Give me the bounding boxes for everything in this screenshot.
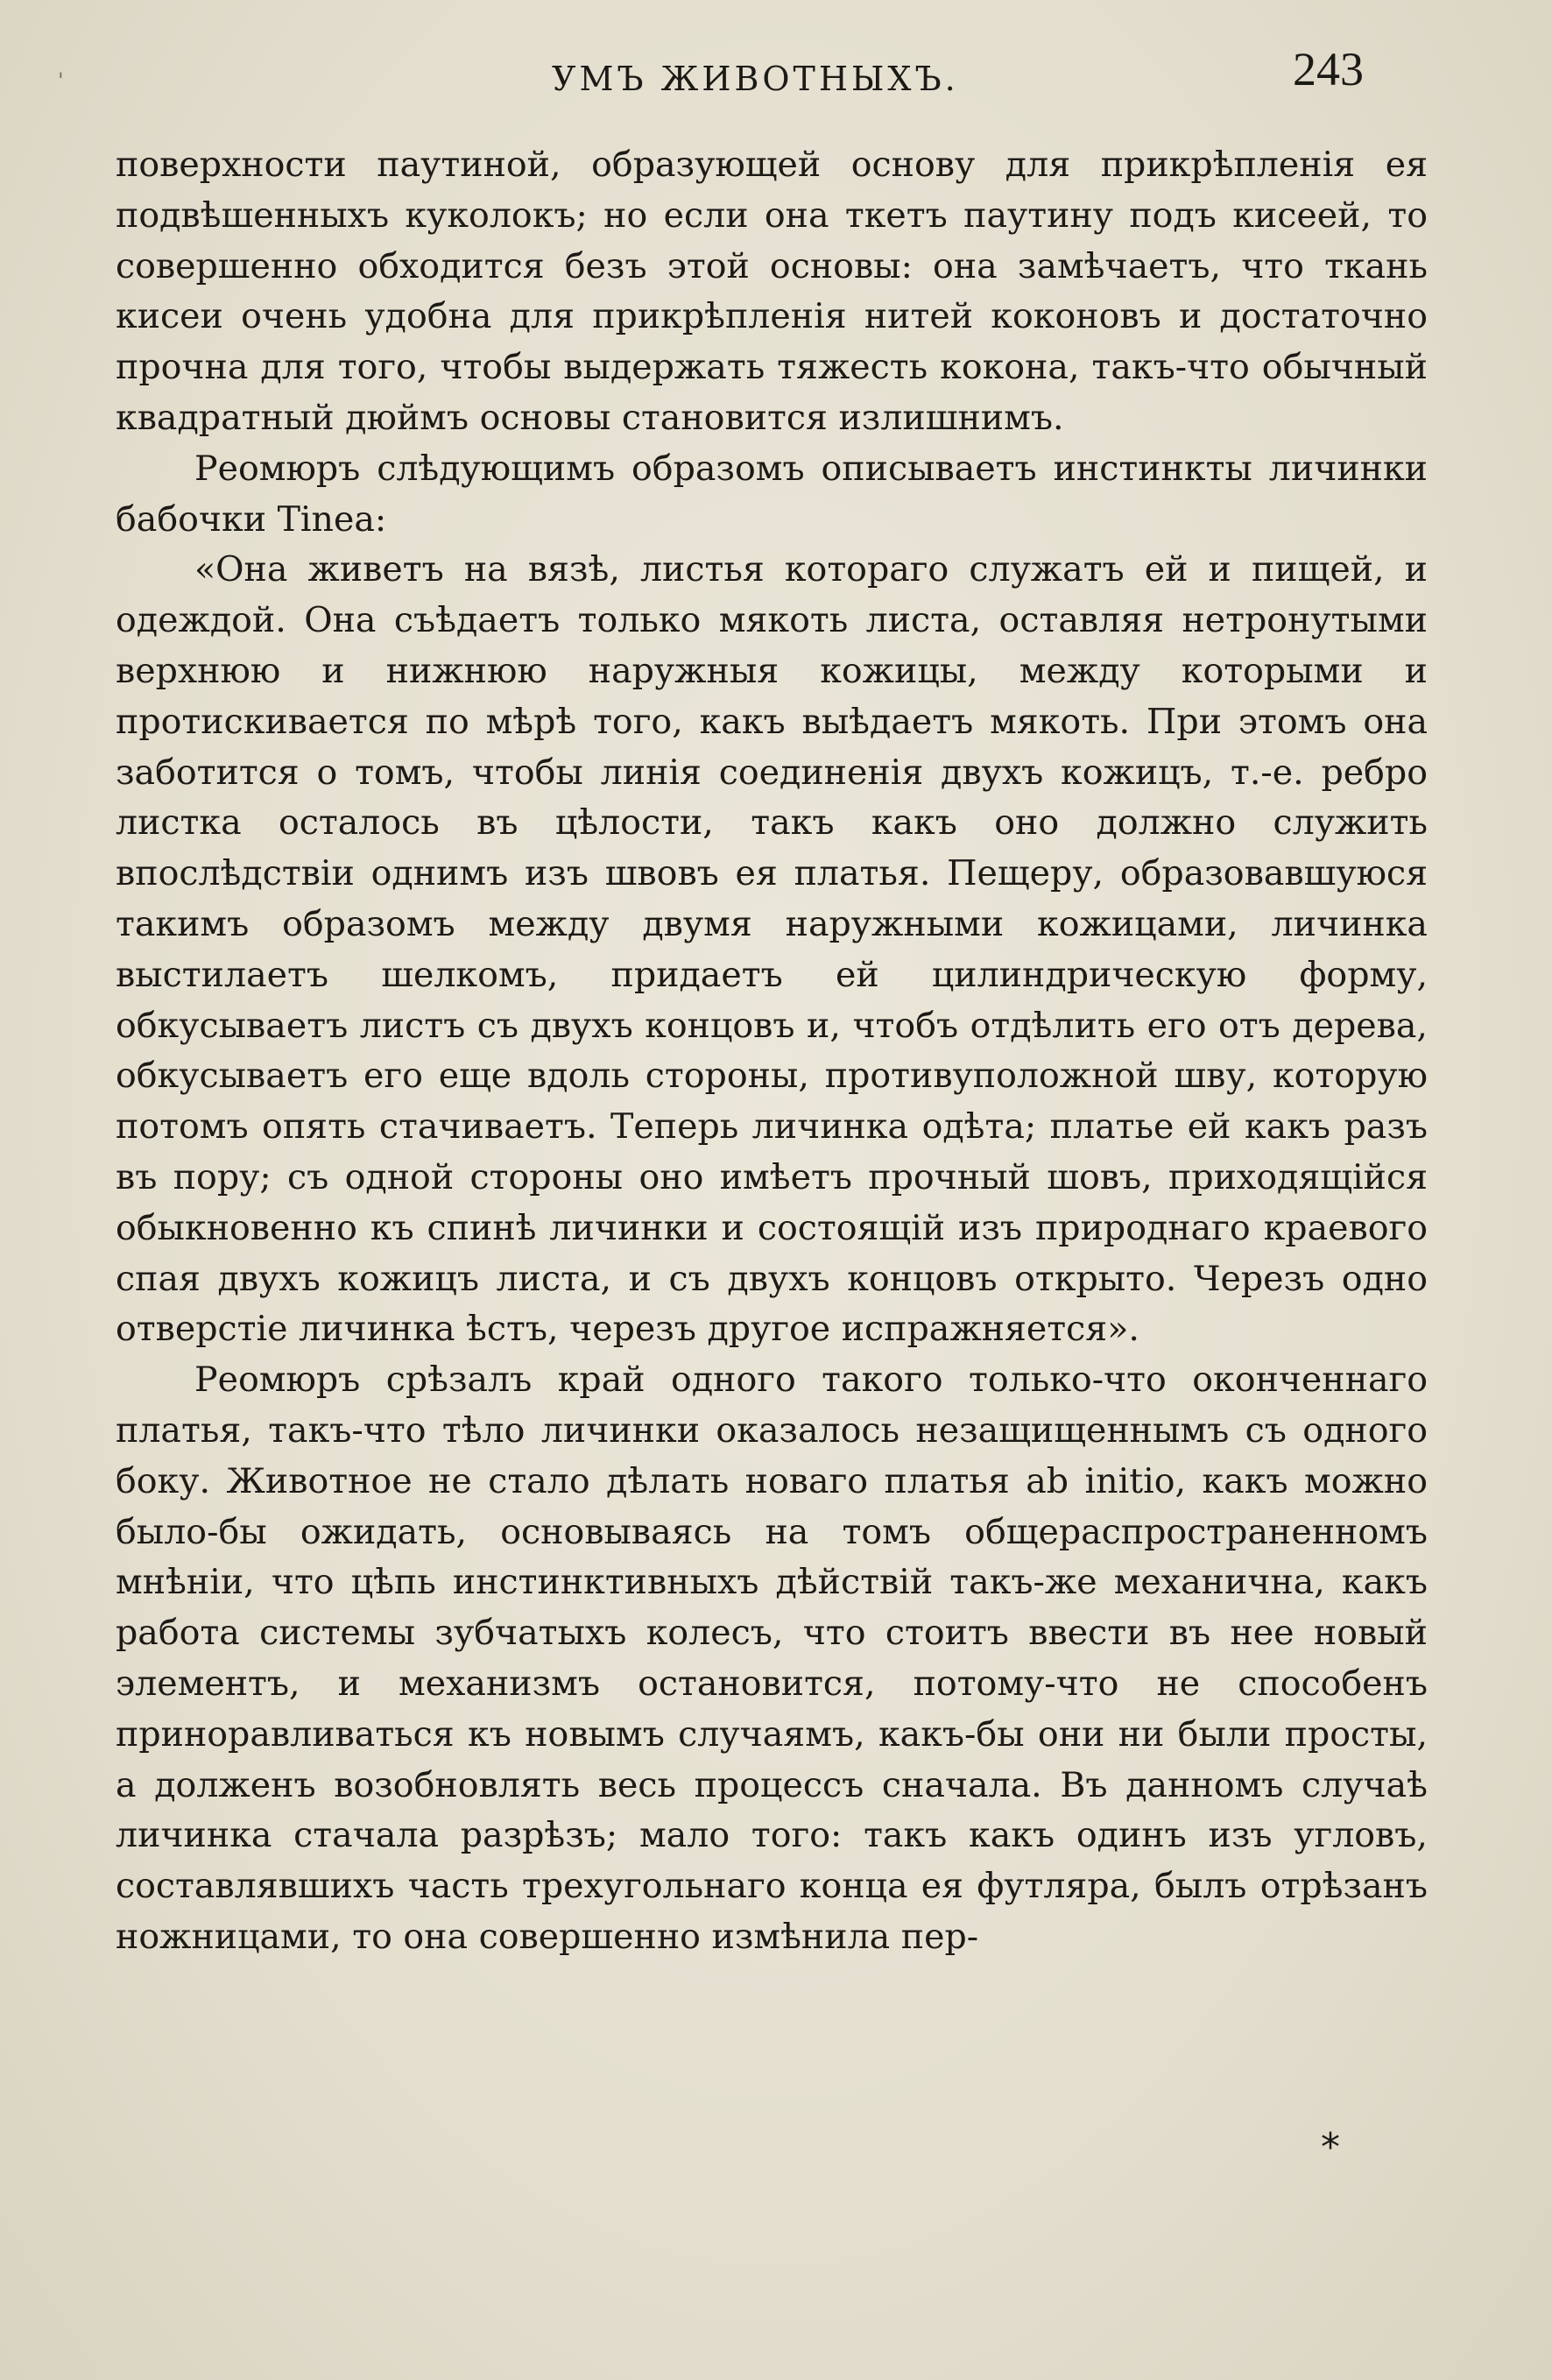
page-header bbox=[0, 35, 1552, 105]
signature-mark: * bbox=[1321, 2125, 1340, 2170]
paragraph-continuation: поверхности паутиной, образующей основу для прикрѣпленія ея подвѣшенныхъ куколокъ; но если она ткетъ паутину подъ кисеей, то совершенно обходится безъ этой основы: она замѣчаетъ, что ткань кисеи очень удобна для прикрѣпленія нитей коконовъ и достаточно прочна для того, чтобы выдержать тяжесть кокона, такъ-что обычный квадратный дюймъ основы становится излишнимъ. bbox=[116, 145, 1428, 438]
paragraph-quotation: «Она живетъ на вязѣ, листья котораго служатъ ей и пищей, и одеждой. Она съѣдаетъ только мякоть листа, оставляя нетронутыми верхнюю и нижнюю наружныя кожицы, между которыми и протискивается по мѣрѣ того, какъ выѣдаетъ мякоть. При этомъ она заботится о томъ, чтобы линія соединенія двухъ кожицъ, т.-е. ребро листка осталось въ цѣлости, такъ какъ оно должно служить впослѣдствіи однимъ изъ швовъ ея платья. Пещеру, образовавшуюся такимъ образомъ между двумя наружными кожицами, личинка выстилаетъ шелкомъ, придаетъ ей цилиндрическую форму, обкусываетъ листъ съ двухъ концовъ и, чтобъ отдѣлить его отъ дерева, обкусываетъ его еще вдоль стороны, противуположной шву, которую потомъ опять стачиваетъ. Теперь личинка одѣта; платье ей какъ разъ въ пору; съ одной стороны оно имѣетъ прочный шовъ, приходящійся обыкновенно къ спинѣ личинки и состоящій изъ природнаго краевого спая двухъ кожицъ листа, и съ двухъ концовъ открыто. Черезъ одно отверстіе личинка ѣстъ, черезъ другое испражняется». bbox=[116, 549, 1428, 1350]
body-text bbox=[116, 140, 1428, 1963]
margin-speck: ' bbox=[58, 68, 64, 93]
page-number: 243 bbox=[1293, 43, 1364, 95]
paragraph-intro: Реомюръ слѣдующимъ образомъ описываетъ инстинкты личинки бабочки Tinea: bbox=[116, 448, 1428, 540]
paragraph-experiment: Реомюръ срѣзалъ край одного такого только-что оконченнаго платья, такъ-что тѣло личинки оказалось незащищеннымъ съ одного боку. Животное не стало дѣлать новаго платья ab initio, какъ можно было-бы ожидать, основываясь на томъ общераспространенномъ мнѣніи, что цѣпь инстинктивныхъ дѣйствій такъ-же механична, какъ работа системы зубчатыхъ колесъ, что стоитъ ввести въ нее новый элементъ, и механизмъ остановится, потому-что не способенъ приноравливаться къ новымъ случаямъ, какъ-бы они ни были просты, а долженъ возобновлять весь процессъ сначала. Въ данномъ случаѣ личинка стачала разрѣзъ; мало того: такъ какъ одинъ изъ угловъ, составлявшихъ часть трехугольнаго конца ея футляра, былъ отрѣзанъ ножницами, то она совершенно измѣнила пер- bbox=[116, 1359, 1428, 1957]
running-head: УМЪ ЖИВОТНЫХЪ. bbox=[552, 60, 959, 98]
